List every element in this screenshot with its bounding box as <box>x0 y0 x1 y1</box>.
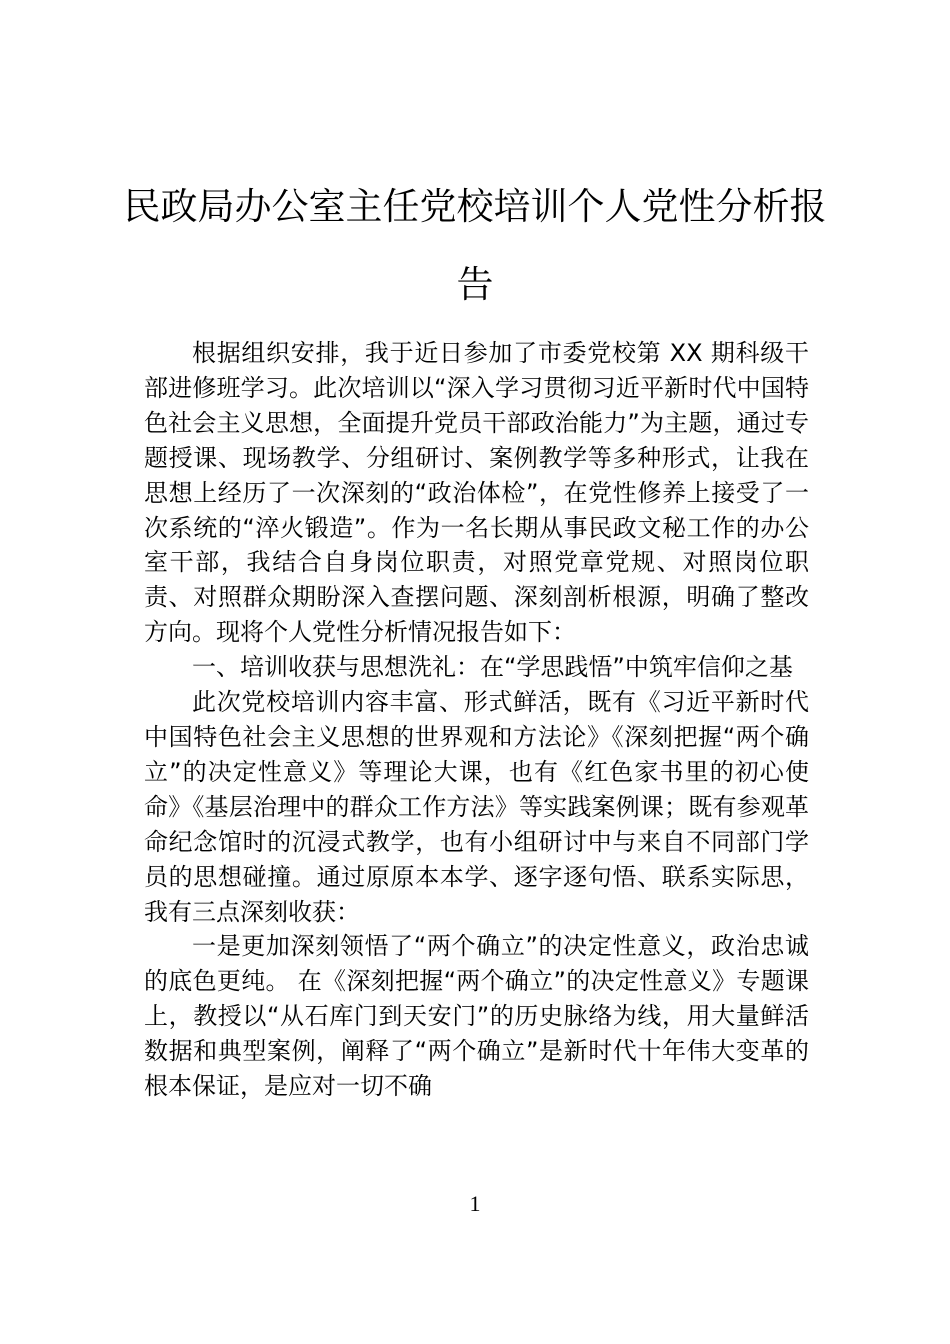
paragraph: 此次党校培训内容丰富、形式鲜活，既有《习近平新时代中国特色社会主义思想的世界观和方法论》《深刻把握“两个确立”的决定性意义》等理论大课，也有《红色家书里的初心使命》《基层治理中的群众工作方法》等实践案例课；既有参观革命纪念馆时的沉浸式教学，也有小组研讨中与来自不同部门学员的思想碰撞。通过原原本本学、逐字逐句悟、联系实际思，我有三点深刻收获： <box>144 688 809 926</box>
document-title: 民政局办公室主任党校培训个人党性分析报告 <box>123 185 827 306</box>
page-number: 1 <box>469 1191 481 1216</box>
paragraph: 一是更加深刻领悟了“两个确立”的决定性意义，政治忠诚的底色更纯。 在《深刻把握“两个确立”的决定性意义》专题课上，教授以“从石库门到天安门”的历史脉络为线，用大量鲜活数据和典型案例，阐释了“两个确立”是新时代十年伟大变革的根本保证，是应对一切不确 <box>144 932 809 1101</box>
paragraph: 根据组织安排，我于近日参加了市委党校第 XX 期科级干部进修班学习。此次培训以“深入学习贯彻习近平新时代中国特色社会主义思想，全面提升党员干部政治能力”为主题，通过专题授课、现场教学、分组研讨、案例教学等多种形式，让我在思想上经历了一次深刻的“政治体检”，在党性修养上接受了一次系统的“淬火锻造”。作为一名长期从事民政文秘工作的办公室干部，我结合自身岗位职责，对照党章党规、对照岗位职责、对照群众期盼深入查摆问题、深刻剖析根源，明确了整改方向。现将个人党性分析情况报告如下： <box>144 339 809 647</box>
document-body <box>144 336 809 1104</box>
section-heading: 一、培训收获与思想洗礼：在“学思践悟”中筑牢信仰之基 <box>192 653 793 682</box>
